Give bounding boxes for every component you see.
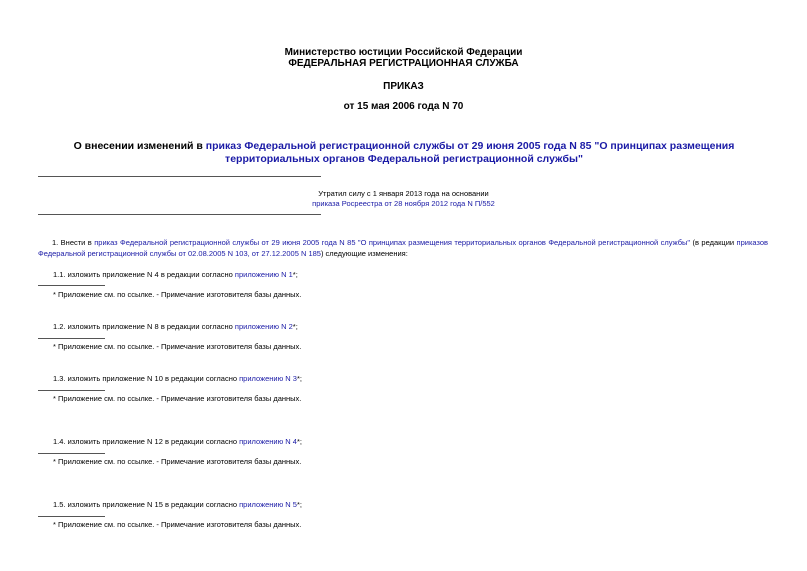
item-1-5	[53, 500, 302, 511]
para1-link-order[interactable]: приказ Федеральной регистрационной службы от 29 июня 2005 года N 85 "О принципах размещения территориальных органов Федеральной регистрационной службы"	[94, 238, 691, 247]
para1-link-amendments[interactable]: приказов Федеральной регистрационной службы от 02.08.2005 N 103, от 27.12.2005 N 185	[38, 238, 768, 258]
item-text: 1.5. изложить приложение N 15 в редакции согласно	[53, 500, 240, 509]
title-prefix: О внесении изменений в	[73, 140, 206, 152]
footnote-rule	[38, 390, 105, 391]
item-suffix: *;	[292, 322, 298, 331]
item-suffix: *;	[296, 374, 302, 383]
service-name: ФЕДЕРАЛЬНАЯ РЕГИСТРАЦИОННАЯ СЛУЖБА	[288, 58, 519, 69]
item-1-1	[53, 270, 298, 281]
item-text: 1.4. изложить приложение N 12 в редакции согласно	[53, 437, 240, 446]
footnote-rule	[38, 453, 105, 454]
divider-bottom	[38, 214, 321, 215]
item-suffix: *;	[296, 437, 302, 446]
item-suffix: *;	[292, 270, 298, 279]
item-suffix: *;	[296, 500, 302, 509]
item-text: 1.2. изложить приложение N 8 в редакции согласно	[53, 322, 235, 331]
footnote: * Приложение см. по ссылке. - Примечание изготовителя базы данных.	[53, 290, 302, 299]
doc-type: ПРИКАЗ	[383, 81, 424, 92]
item-link[interactable]: приложению N 4	[239, 437, 297, 446]
item-link[interactable]: приложению N 2	[234, 322, 293, 331]
footnote-rule	[38, 516, 105, 517]
item-link[interactable]: приложению N 1	[234, 270, 293, 279]
item-link[interactable]: приложению N 5	[239, 500, 297, 509]
footnote: * Приложение см. по ссылке. - Примечание изготовителя базы данных.	[53, 520, 302, 529]
divider-top	[38, 176, 321, 177]
footnote-rule	[38, 285, 105, 286]
doc-title	[40, 140, 768, 166]
footnote: * Приложение см. по ссылке. - Примечание изготовителя базы данных.	[53, 457, 302, 466]
footnote: * Приложение см. по ссылке. - Примечание изготовителя базы данных.	[53, 394, 302, 403]
status-link[interactable]: приказа Росреестра от 28 ноября 2012 года N П/552	[312, 199, 495, 208]
item-text: 1.3. изложить приложение N 10 в редакции согласно	[53, 374, 240, 383]
item-1-4	[53, 437, 302, 448]
item-link[interactable]: приложению N 3	[239, 374, 297, 383]
para1-part1: 1. Внести в	[52, 238, 95, 247]
item-1-3	[53, 374, 302, 385]
para1-part3: ) следующие изменения:	[320, 248, 408, 258]
status-text: Утратил силу с 1 января 2013 года на основании	[318, 189, 489, 198]
status-link-wrap	[0, 199, 807, 209]
footnote: * Приложение см. по ссылке. - Примечание изготовителя базы данных.	[53, 342, 302, 351]
ministry-name: Министерство юстиции Российской Федерации	[284, 47, 523, 58]
para1-part2: (в редакции	[690, 238, 737, 247]
paragraph-1	[38, 238, 768, 259]
footnote-rule	[38, 338, 105, 339]
item-text: 1.1. изложить приложение N 4 в редакции согласно	[53, 270, 235, 279]
doc-date-number: от 15 мая 2006 года N 70	[343, 101, 464, 112]
title-link[interactable]: приказ Федеральной регистрационной службы от 29 июня 2005 года N 85 "О принципах размещения территориальных органов Федеральной регистрационной службы"	[205, 140, 735, 165]
item-1-2	[53, 322, 298, 333]
